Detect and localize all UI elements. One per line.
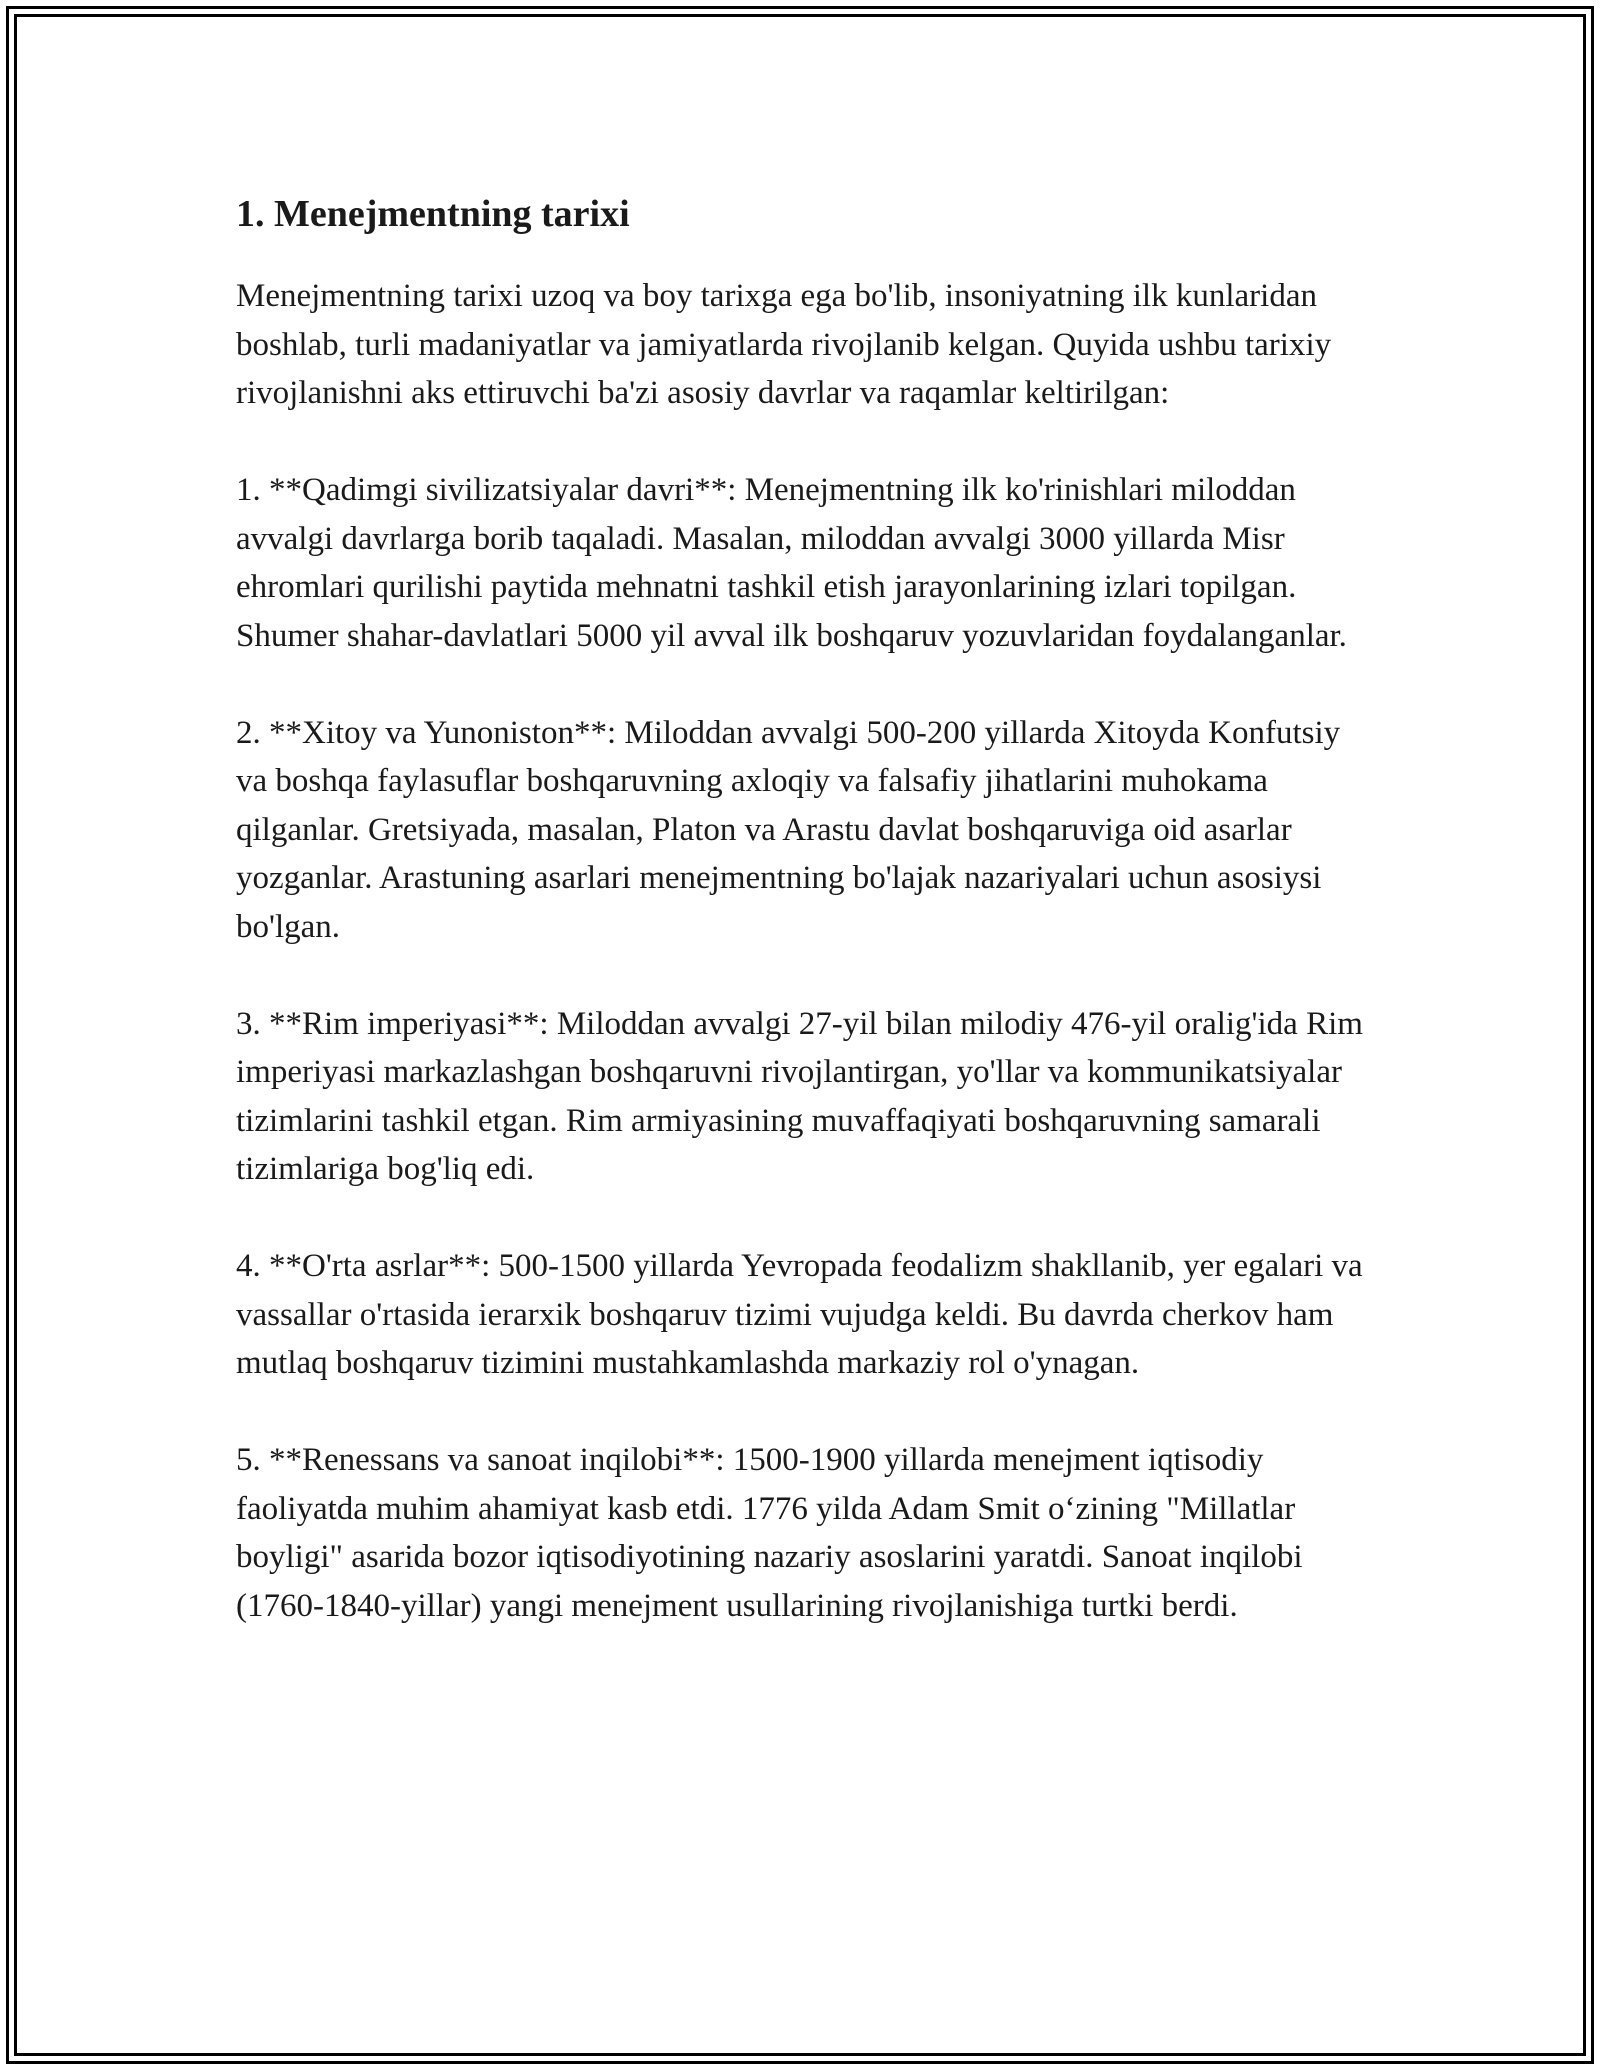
- list-item-roman-empire: 3. **Rim imperiyasi**: Miloddan avvalgi 27-yil bilan milodiy 476-yil oralig'ida Rim imperiyasi markazlashgan boshqaruvni rivojlantirgan, yo'llar va kommunikatsiyalar tizimlarini tashkil etgan. Rim armiyasining muvaffaqiyati boshqaruvning samarali tizimlariga bog'liq edi.: [236, 1005, 1363, 1187]
- list-item-ancient-civilizations: 1. **Qadimgi sivilizatsiyalar davri**: Menejmentning ilk ko'rinishlari miloddan avvalgi davrlarga borib taqaladi. Masalan, miloddan avvalgi 3000 yillarda Misr ehromlari qurilishi paytida mehnatni tashkil etish jarayonlarining izlari topilgan. Shumer shahar-davlatlari 5000 yil avval ilk boshqaruv yozuvlaridan foydalanganlar.: [236, 472, 1347, 654]
- list-item-china-greece: 2. **Xitoy va Yunoniston**: Miloddan avvalgi 500-200 yillarda Xitoyda Konfutsiy va boshqa faylasuflar boshqaruvning axloqiy va falsafiy jihatlarini muhokama qilganlar. Gretsiyada, masalan, Platon va Arastu davlat boshqaruviga oid asarlar yozganlar. Arastuning asarlari menejmentning bo'lajak nazariyalari uchun asosiysi bo'lgan.: [236, 714, 1341, 945]
- list-item-middle-ages: 4. **O'rta asrlar**: 500-1500 yillarda Yevropada feodalizm shakllanib, yer egalari va vassallar o'rtasida ierarxik boshqaruv tizimi vujudga keldi. Bu davrda cherkov ham mutlaq boshqaruv tizimini mustahkamlashda markaziy rol o'ynagan.: [236, 1248, 1363, 1381]
- document-body: [236, 190, 1376, 1679]
- document-title: 1. Menejmentning tarixi: [236, 193, 630, 235]
- list-item-renaissance-industrial: 5. **Renessans va sanoat inqilobi**: 1500-1900 yillarda menejment iqtisodiy faoliyatda muhim ahamiyat kasb etdi. 1776 yilda Adam Smit o‘zining "Millatlar boyligi" asarida bozor iqtisodiyotining nazariy asoslarini yaratdi. Sanoat inqilobi (1760-1840-yillar) yangi menejment usullarining rivojlanishiga turtki berdi.: [236, 1442, 1303, 1624]
- intro-paragraph: Menejmentning tarixi uzoq va boy tarixga ega bo'lib, insoniyatning ilk kunlaridan boshlab, turli madaniyatlar va jamiyatlarda rivojlanib kelgan. Quyida ushbu tarixiy rivojlanishni aks ettiruvchi ba'zi asosiy davrlar va raqamlar keltirilgan:: [236, 278, 1332, 411]
